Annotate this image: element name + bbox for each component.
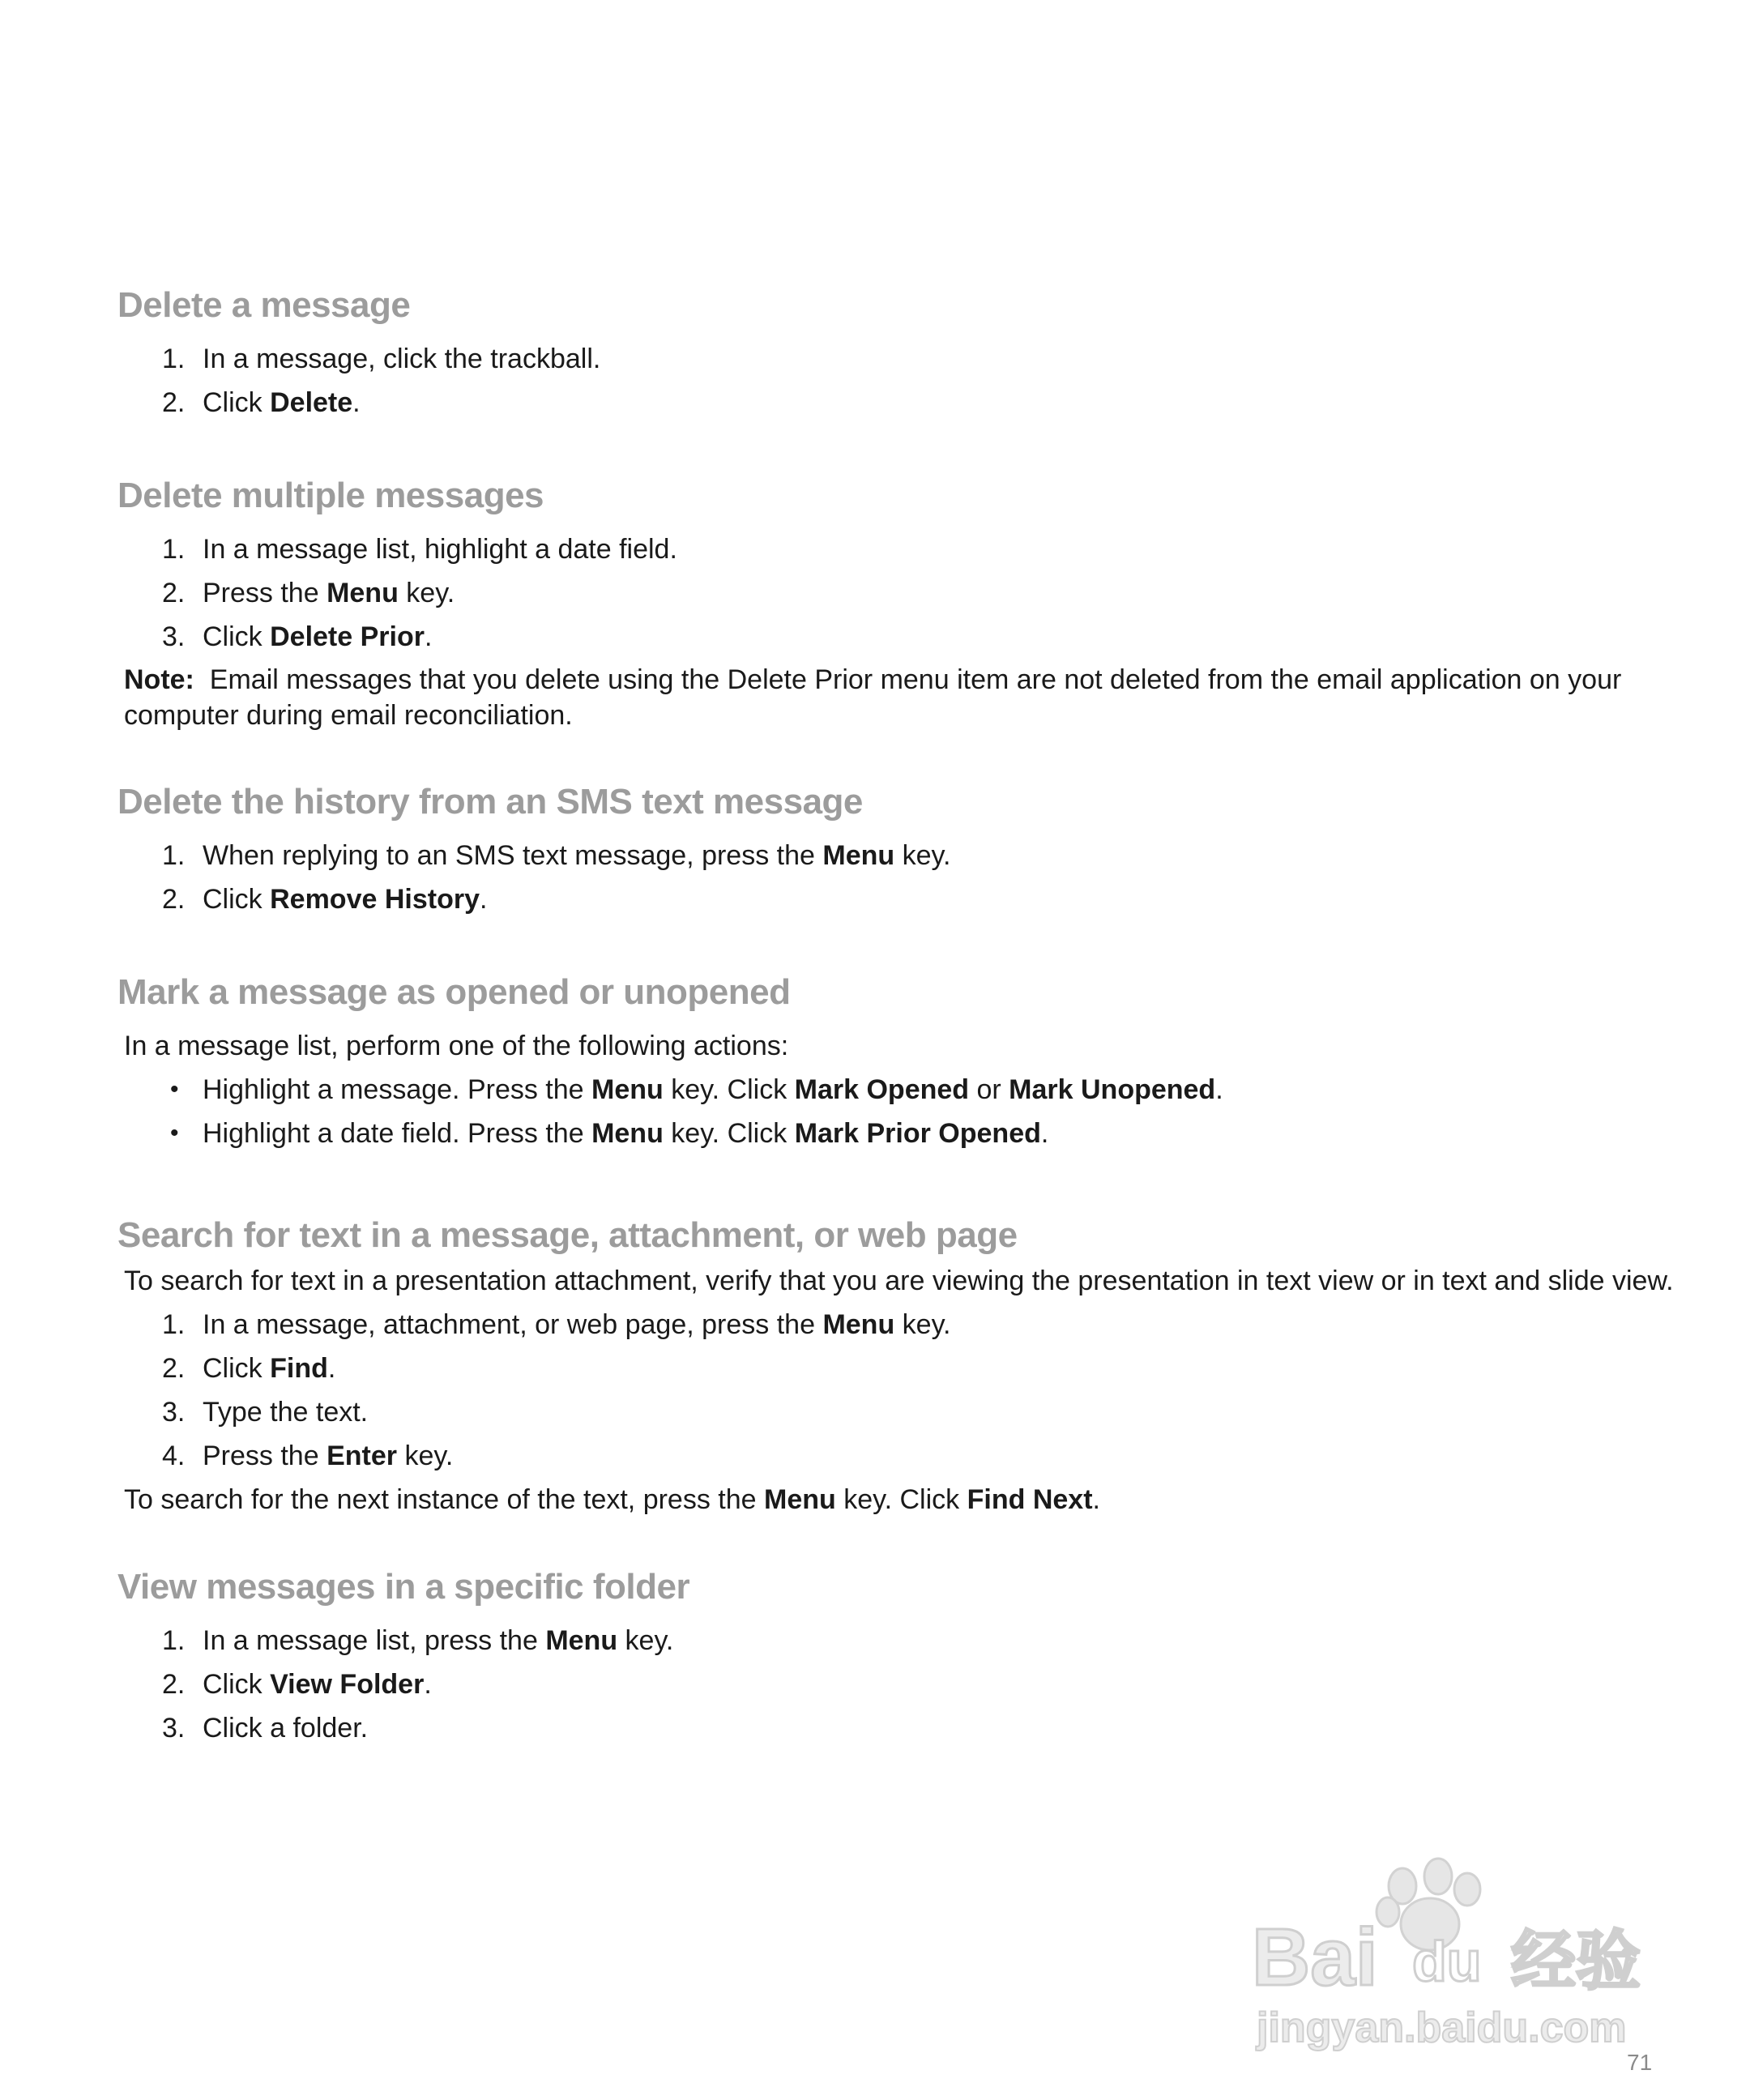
list-item <box>117 1303 1657 1347</box>
note-text: Email messages that you delete using the Delete Prior menu item are not deleted from the email application on your computer during email reconciliation. <box>124 664 1622 731</box>
watermark-brand-left: Bai <box>1252 1912 1378 2003</box>
step-number: 1. <box>162 1309 186 1340</box>
step-text: In a message, click the trackball. <box>203 344 601 374</box>
section-heading: Delete the history from an SMS text message <box>117 782 863 822</box>
intro-text: In a message list, perform one of the following actions: <box>124 1031 789 1061</box>
section-delete-sms-history <box>117 779 1657 921</box>
step-text: Click View Folder. <box>203 1669 432 1700</box>
step-number: 4. <box>162 1441 186 1471</box>
list-item <box>117 1434 1657 1478</box>
step-text: In a message list, highlight a date field. <box>203 534 677 565</box>
step-number: 2. <box>162 1669 186 1700</box>
step-text: When replying to an SMS text message, press the Menu key. <box>203 840 951 871</box>
intro-text: To search for text in a presentation attachment, verify that you are viewing the presentation in text view or in text and slide view. <box>124 1266 1674 1296</box>
bullet-item <box>117 1112 1657 1155</box>
list-item <box>117 1706 1657 1750</box>
list-item <box>117 337 1657 381</box>
step-number: 2. <box>162 1353 186 1384</box>
bullet-symbol: • <box>170 1120 179 1146</box>
section-delete-multiple <box>117 472 1657 733</box>
step-number: 2. <box>162 578 186 608</box>
section-delete-message <box>117 282 1657 425</box>
watermark-brand-mid: du <box>1412 1930 1482 1993</box>
step-text: Click Remove History. <box>203 884 488 915</box>
baidu-logo-icon <box>1244 1839 1665 2058</box>
list-item <box>117 381 1657 425</box>
step-number: 1. <box>162 1625 186 1656</box>
list-item <box>117 527 1657 571</box>
step-number: 2. <box>162 884 186 915</box>
step-number: 1. <box>162 344 186 374</box>
step-text: Press the Enter key. <box>203 1441 454 1471</box>
baidu-watermark <box>1244 1839 1665 2058</box>
step-text: Click Delete Prior. <box>203 621 433 652</box>
section-heading: View messages in a specific folder <box>117 1567 690 1607</box>
section-mark-opened <box>117 969 1657 1155</box>
step-text: Press the Menu key. <box>203 578 455 608</box>
section-view-folder <box>117 1564 1657 1750</box>
section-search-text <box>117 1212 1674 1522</box>
section-heading: Delete multiple messages <box>117 476 544 515</box>
bullet-symbol: • <box>170 1076 179 1103</box>
step-text: Click Find. <box>203 1353 336 1384</box>
step-text: Type the text. <box>203 1397 369 1428</box>
step-number: 3. <box>162 1397 186 1428</box>
section-heading: Delete a message <box>117 285 411 325</box>
section-heading: Search for text in a message, attachment, or web page <box>117 1215 1018 1255</box>
list-item <box>117 1347 1657 1390</box>
step-number: 2. <box>162 387 186 418</box>
page-number: 71 <box>1627 2050 1653 2075</box>
step-text: Click Delete. <box>203 387 361 418</box>
list-item <box>117 1619 1657 1662</box>
watermark-brand-cn: 经验 <box>1511 1923 1641 1999</box>
bullet-item <box>117 1068 1657 1112</box>
watermark-url: jingyan.baidu.com <box>1257 2004 1627 2051</box>
list-item <box>117 834 1657 877</box>
list-item <box>117 1662 1657 1706</box>
list-item <box>117 1390 1657 1434</box>
step-text: In a message, attachment, or web page, press the Menu key. <box>203 1309 951 1340</box>
step-number: 3. <box>162 621 186 652</box>
note-label: Note: <box>124 664 194 695</box>
step-text: In a message list, press the Menu key. <box>203 1625 674 1656</box>
outro-text: To search for the next instance of the text, press the Menu key. Click Find Next. <box>124 1484 1100 1515</box>
bullet-text: Highlight a message. Press the Menu key. Click Mark Opened or Mark Unopened. <box>203 1074 1223 1105</box>
bullet-text: Highlight a date field. Press the Menu key. Click Mark Prior Opened. <box>203 1118 1049 1149</box>
section-heading: Mark a message as opened or unopened <box>117 972 791 1012</box>
step-number: 1. <box>162 534 186 565</box>
note <box>117 662 1647 733</box>
list-item <box>117 571 1657 615</box>
list-item <box>117 877 1657 921</box>
step-number: 3. <box>162 1713 186 1744</box>
step-text: Click a folder. <box>203 1713 369 1744</box>
list-item <box>117 615 1657 659</box>
step-number: 1. <box>162 840 186 871</box>
